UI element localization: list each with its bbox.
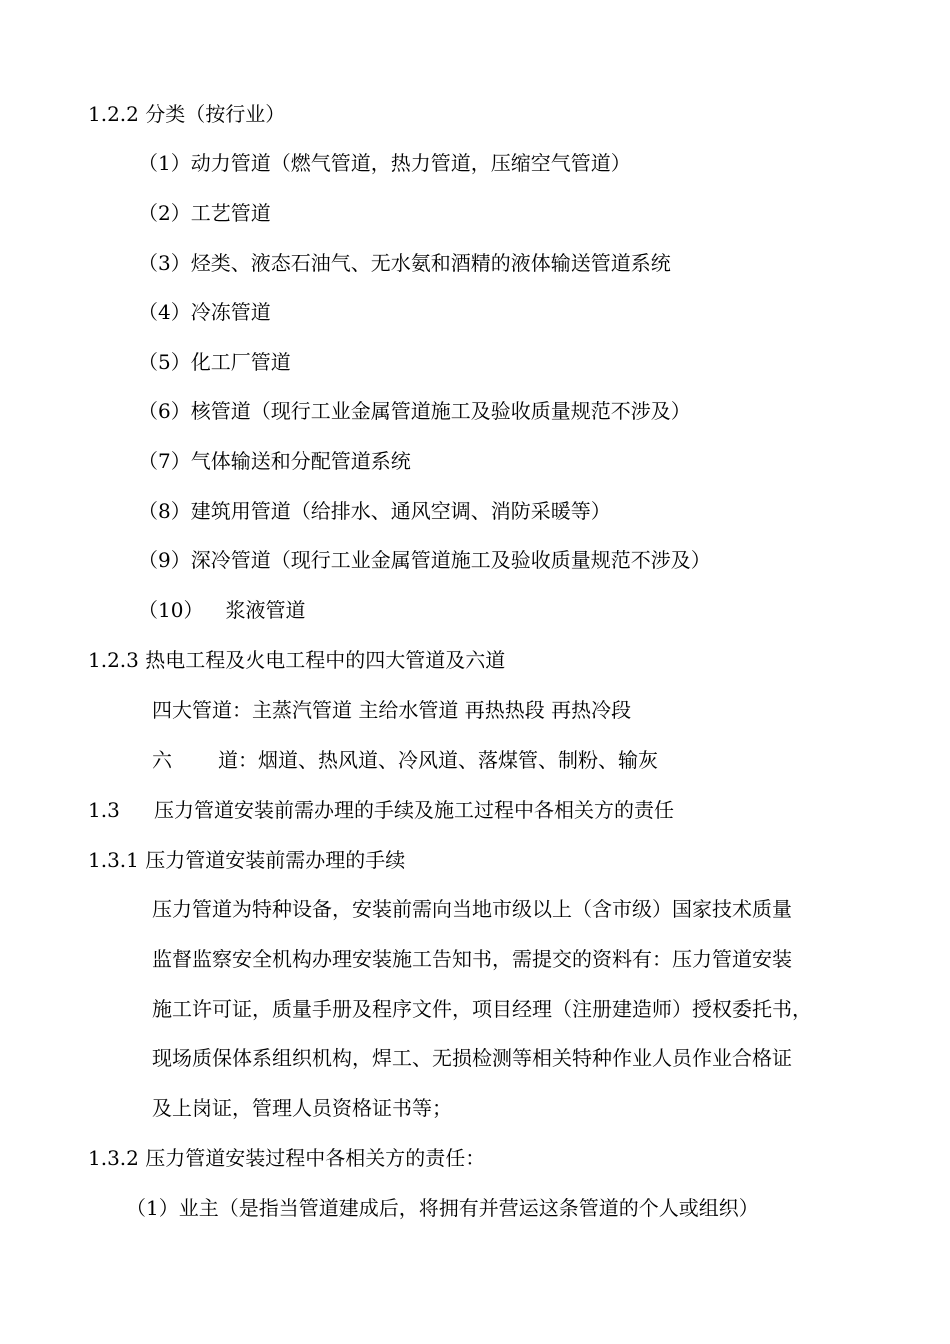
six-ducts-line — [152, 747, 658, 773]
list-item: （7）气体输送和分配管道系统 — [138, 449, 411, 473]
list-item: （2）工艺管道 — [138, 201, 271, 225]
list-item: （1）业主（是指当管道建成后，将拥有并营运这条管道的个人或组织） — [126, 1196, 759, 1220]
section-heading-1-3 — [88, 797, 674, 823]
list-item: （9）深冷管道（现行工业金属管道施工及验收质量规范不涉及） — [138, 548, 711, 572]
section-heading-1-2-2: 1.2.2 分类（按行业） — [88, 102, 286, 126]
paragraph-line: 施工许可证，质量手册及程序文件，项目经理（注册建造师）授权委托书， — [152, 997, 812, 1021]
section-number: 1.3 — [88, 798, 120, 822]
list-item-number: （10） — [138, 598, 204, 622]
section-title: 压力管道安装前需办理的手续及施工过程中各相关方的责任 — [154, 798, 674, 822]
six-ducts-label-a: 六 — [152, 748, 172, 772]
four-pipelines-line: 四大管道：主蒸汽管道 主给水管道 再热热段 再热冷段 — [152, 698, 632, 722]
list-item: （4）冷冻管道 — [138, 300, 271, 324]
six-ducts-label-b: 道： — [218, 748, 258, 772]
list-item — [138, 597, 305, 623]
section-heading-1-3-1: 1.3.1 压力管道安装前需办理的手续 — [88, 848, 406, 872]
list-item: （8）建筑用管道（给排水、通风空调、消防采暖等） — [138, 499, 611, 523]
paragraph-line: 压力管道为特种设备，安装前需向当地市级以上（含市级）国家技术质量 — [152, 897, 792, 921]
paragraph-line: 及上岗证，管理人员资格证书等； — [152, 1096, 452, 1120]
section-heading-1-2-3: 1.2.3 热电工程及火电工程中的四大管道及六道 — [88, 648, 506, 672]
list-item: （1）动力管道（燃气管道，热力管道，压缩空气管道） — [138, 151, 631, 175]
list-item: （3）烃类、液态石油气、无水氨和酒精的液体输送管道系统 — [138, 251, 671, 275]
paragraph-line: 监督监察安全机构办理安装施工告知书，需提交的资料有：压力管道安装 — [152, 947, 792, 971]
list-item-text: 浆液管道 — [225, 598, 306, 622]
paragraph-line: 现场质保体系组织机构，焊工、无损检测等相关特种作业人员作业合格证 — [152, 1046, 792, 1070]
list-item: （5）化工厂管道 — [138, 350, 291, 374]
list-item: （6）核管道（现行工业金属管道施工及验收质量规范不涉及） — [138, 399, 691, 423]
six-ducts-text: 烟道、热风道、冷风道、落煤管、制粉、输灰 — [258, 748, 658, 772]
section-heading-1-3-2: 1.3.2 压力管道安装过程中各相关方的责任： — [88, 1146, 486, 1170]
